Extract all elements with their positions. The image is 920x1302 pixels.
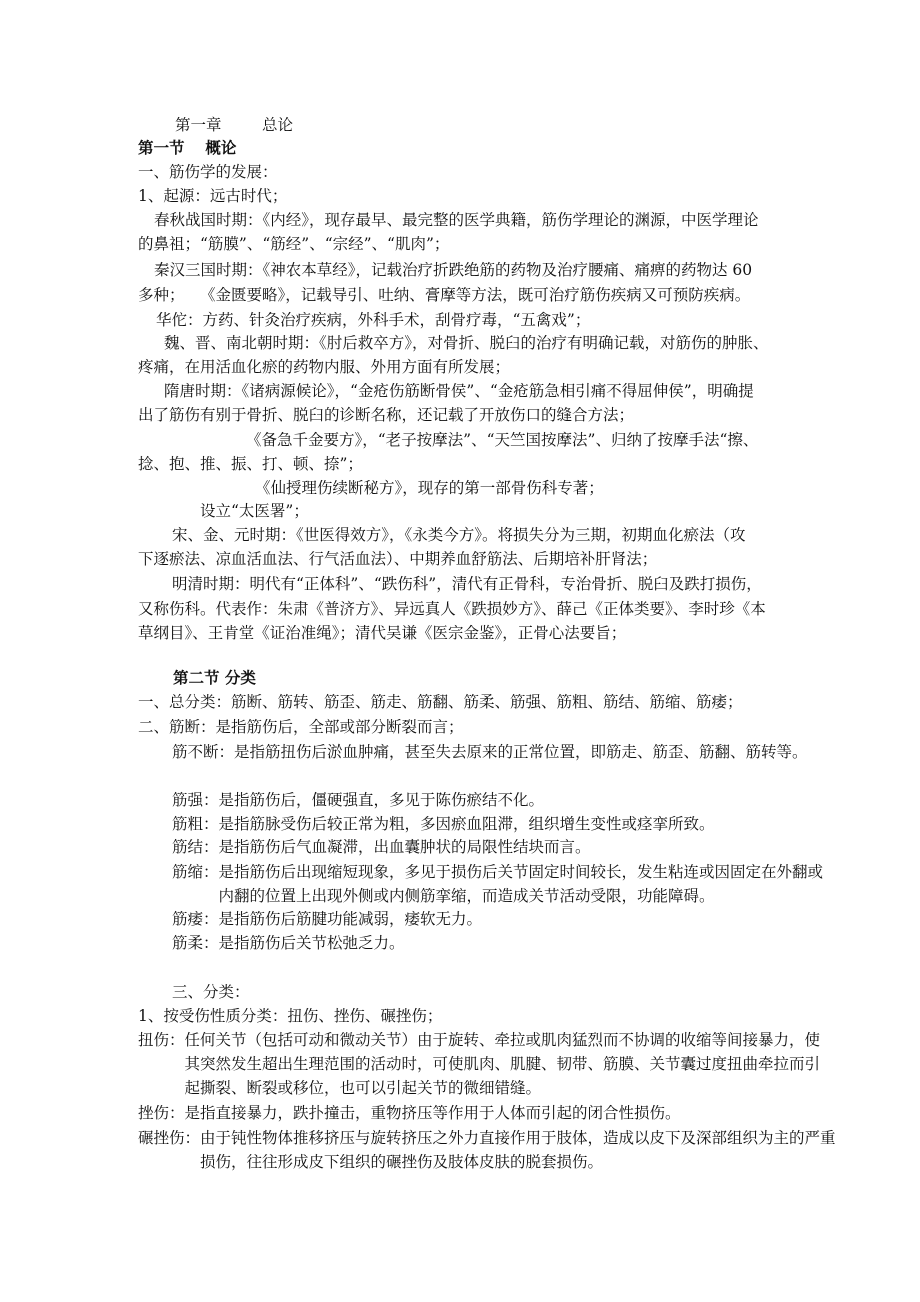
section1-title: 第一节 概论 — [138, 138, 237, 157]
type-term: 碾挫伤： — [138, 1129, 201, 1147]
def-text: 是指筋伤后出现缩短现象，多见于损伤后关节固定时间较长，发生粘连或因固定在外翻或内翻的位置上出现外侧或内侧筋挛缩，而造成关节活动受限，功能障碍。 — [218, 863, 824, 905]
chapter-title: 总论 — [262, 116, 294, 134]
mingqing-cont2: 草纲目》、王肯堂《证治准绳》；清代吴谦《医宗金鉴》，正骨心法要旨； — [138, 624, 627, 642]
def-jin-rou — [172, 932, 405, 954]
def-term: 筋强： — [172, 791, 219, 809]
taiyi-line: 设立“太医署”； — [200, 502, 309, 520]
def-jin-wei — [172, 908, 482, 930]
beiji-cont: 捻、抱、推、振、打、顿、捺”； — [138, 455, 363, 473]
def-term: 筋缩： — [172, 863, 219, 881]
def-term: 筋不断： — [172, 743, 235, 761]
beiji-line: 《备急千金要方》，“老子按摩法”、“天竺国按摩法”、归纳了按摩手法“擦、 — [246, 431, 759, 449]
wei-cont: 疼痛，在用活血化瘀的药物内服、外用方面有所发展； — [138, 358, 511, 376]
overall-classification: 一、总分类：筋断、筋转、筋歪、筋走、筋翻、筋柔、筋强、筋粗、筋结、筋缩、筋痿； — [138, 693, 743, 711]
def-jin-qiang — [172, 789, 544, 811]
origin-line: 1、起源：远古时代； — [138, 187, 288, 205]
type-term: 扭伤： — [138, 1031, 185, 1049]
def-text: 是指筋伤后，僵硬强直，多见于陈伤瘀结不化。 — [218, 791, 545, 809]
mingqing-cont1: 又称伤科。代表作：朱肃《普济方》、异远真人《跌损妙方》、薛己《正体类要》、李时珍《本 — [138, 600, 766, 618]
def-text: 是指筋扭伤后淤血肿痛，甚至失去原来的正常位置，即筋走、筋歪、筋翻、筋转等。 — [234, 743, 808, 761]
qinhan-cont: 多种； 《金匮要略》，记载导引、吐纳、膏摩等方法，既可治疗筋伤疾病又可预防疾病。 — [138, 286, 751, 304]
chapter-label: 第一章 — [175, 116, 222, 134]
type-niancuoshang — [138, 1126, 850, 1174]
type-text: 由于钝性物体推移挤压与旋转挤压之外力直接作用于肢体，造成以皮下及深部组织为主的严重损伤，往往形成皮下组织的碾挫伤及肢体皮肤的脱套损伤。 — [200, 1129, 836, 1171]
def-term: 筋痿： — [172, 910, 219, 928]
sub3-title: 三、分类： — [172, 983, 250, 1001]
chunqiu-line: 春秋战国时期：《内经》，现存最早、最完整的医学典籍，筋伤学理论的渊源，中医学理论 — [154, 211, 759, 229]
xianshou-line: 《仙授理伤续断秘方》，现存的第一部骨伤科专著； — [255, 479, 604, 497]
song-line: 宋、金、元时期：《世医得效方》，《永类今方》。将损失分为三期，初期血化瘀法（攻 — [172, 526, 746, 544]
type-cuoshang — [138, 1102, 681, 1124]
chunqiu-cont: 的鼻祖；“筋膜”、“筋经”、“宗经”、“肌肉”； — [138, 235, 450, 253]
qinhan-line: 秦汉三国时期：《神农本草经》，记载治疗折跌绝筋的药物及治疗腰痛、痛痹的药物达 60 — [154, 261, 753, 279]
mingqing-line: 明清时期：明代有“正体科”、“跌伤科”，清代有正骨科，专治骨折、脱臼及跌打损伤， — [172, 575, 762, 593]
type-text: 是指直接暴力，跌扑撞击，重物挤压等作用于人体而引起的闭合性损伤。 — [184, 1104, 681, 1122]
jinduan-line: 二、筋断：是指筋伤后，全部或部分断裂而言； — [138, 718, 464, 736]
type-term: 挫伤： — [138, 1104, 185, 1122]
suitang-cont: 出了筋伤有别于骨折、脱臼的诊断名称，还记载了开放伤口的缝合方法； — [138, 406, 635, 424]
section1-sub1: 一、筋伤学的发展： — [138, 163, 278, 181]
type-niushang — [138, 1028, 835, 1100]
def-jin-jie — [172, 836, 591, 858]
def-jin-suo — [172, 860, 834, 908]
song-cont: 下逐瘀法、凉血活血法、行气活血法）、中期养血舒筋法、后期培补肝肾法； — [138, 550, 658, 568]
huatuo-line: 华佗：方药、针灸治疗疾病，外科手术，刮骨疗毒，“五禽戏”； — [156, 311, 591, 329]
by-nature-line: 1、按受伤性质分类：扭伤、挫伤、碾挫伤； — [138, 1007, 443, 1025]
wei-line: 魏、晋、南北朝时期：《肘后救卒方》，对骨折、脱臼的治疗有明确记载，对筋伤的肿胀、 — [164, 334, 769, 352]
def-term: 筋柔： — [172, 934, 219, 952]
def-text: 是指筋伤后气血凝滞，出血囊肿状的局限性结块而言。 — [218, 838, 591, 856]
suitang-line: 隋唐时期：《诸病源候论》，“金疮伤筋断骨侯”、“金疮筋急相引痛不得屈伸侯”，明确提 — [164, 382, 754, 400]
def-term: 筋粗： — [172, 815, 219, 833]
def-text: 是指筋伤后关节松弛乏力。 — [218, 934, 405, 952]
def-term: 筋结： — [172, 838, 219, 856]
type-text: 任何关节（包括可动和微动关节）由于旋转、牵拉或肌肉猛烈而不协调的收缩等间接暴力，使其突然发生超出生理范围的活动时，可使肌肉、肌腱、韧带、筋膜、关节囊过度扭曲牵拉而引起撕裂、断裂或移位，也可以引起关节的微细错缝。 — [184, 1031, 821, 1097]
def-jin-buduan — [172, 740, 849, 764]
def-jin-cu — [172, 813, 715, 835]
section2-title: 第二节 分类 — [173, 668, 256, 687]
def-text: 是指筋伤后筋腱功能减弱，痿软无力。 — [218, 910, 483, 928]
def-text: 是指筋脉受伤后较正常为粗，多因瘀血阻滞，组织增生变性或痉挛所致。 — [218, 815, 715, 833]
